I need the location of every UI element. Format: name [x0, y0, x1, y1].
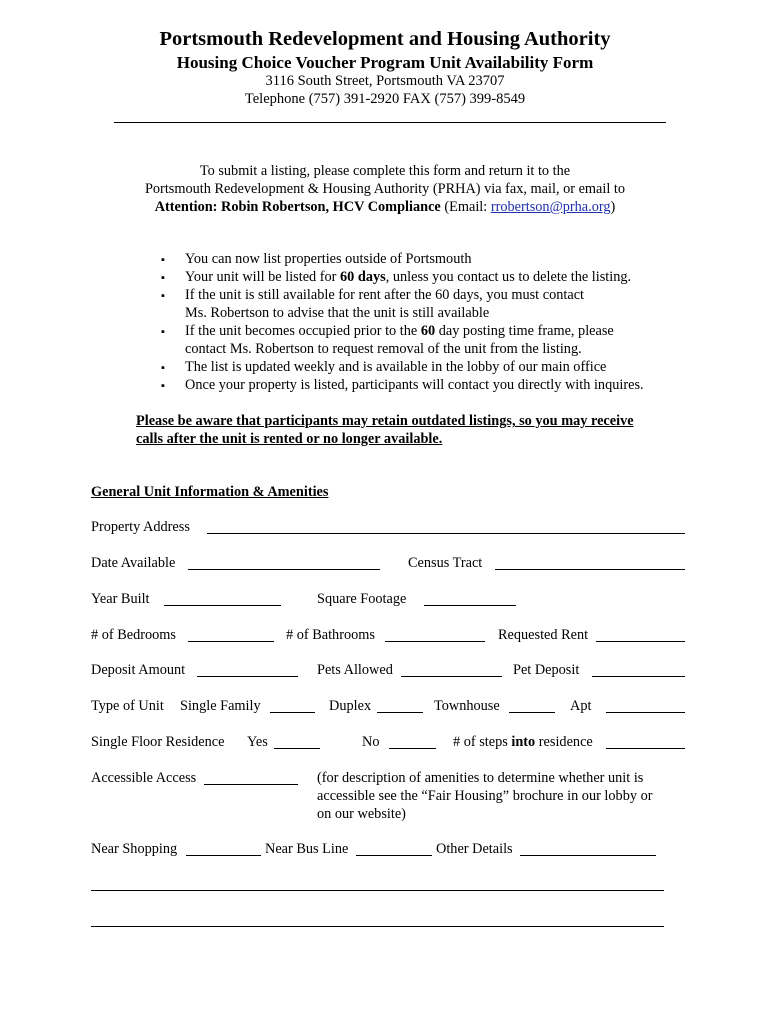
bullet-icon: ▪: [161, 326, 165, 338]
accessible-access-field[interactable]: [204, 784, 298, 785]
org-phone-fax: Telephone (757) 391-2920 FAX (757) 399-8549: [244, 91, 526, 107]
other-details-continued-line-2[interactable]: [91, 926, 664, 927]
single-floor-label: Single Floor Residence: [91, 734, 225, 750]
intro-line-1: To submit a listing, please complete this form and return it to the: [199, 163, 571, 179]
accessible-note-line-3: on our website): [317, 806, 406, 822]
warning-line-2: calls after the unit is rented or no longer available.: [136, 431, 443, 447]
bedrooms-label: # of Bedrooms: [91, 627, 176, 643]
townhouse-label: Townhouse: [434, 698, 500, 714]
steps-into-label: # of steps into residence: [453, 734, 593, 750]
accessible-note-line-1: (for description of amenities to determine whether unit is: [317, 770, 644, 786]
near-shopping-field[interactable]: [186, 855, 261, 856]
property-address-field[interactable]: [207, 533, 685, 534]
org-name: Portsmouth Redevelopment and Housing Authority: [159, 28, 611, 50]
intro-line-2: Portsmouth Redevelopment & Housing Authority (PRHA) via fax, mail, or email to: [144, 181, 626, 197]
requested-rent-label: Requested Rent: [498, 627, 589, 643]
type-of-unit-label: Type of Unit: [91, 698, 164, 714]
single-floor-yes-label: Yes: [247, 734, 268, 750]
bullet-icon: ▪: [161, 290, 165, 302]
form-title: Housing Choice Voucher Program Unit Availability Form: [176, 53, 594, 72]
single-floor-no-field[interactable]: [389, 748, 436, 749]
bathrooms-field[interactable]: [385, 641, 485, 642]
deposit-amount-label: Deposit Amount: [91, 662, 186, 678]
deposit-amount-field[interactable]: [197, 676, 298, 677]
pets-allowed-label: Pets Allowed: [317, 662, 393, 678]
apt-label: Apt: [570, 698, 592, 714]
bullet-4: If the unit becomes occupied prior to the 60 day posting time frame, please: [185, 323, 614, 339]
census-tract-label: Census Tract: [408, 555, 483, 571]
requested-rent-field[interactable]: [596, 641, 685, 642]
bullet-6: Once your property is listed, participants will contact you directly with inquires.: [185, 377, 644, 393]
bullet-1: You can now list properties outside of Portsmouth: [185, 251, 472, 267]
bullet-4-line-2: contact Ms. Robertson to request removal of the unit from the listing.: [185, 341, 582, 357]
bathrooms-label: # of Bathrooms: [286, 627, 375, 643]
accessible-note-line-2: accessible see the “Fair Housing” brochure in our lobby or: [317, 788, 653, 804]
intro-attention-line: [0, 199, 770, 216]
bullet-3-line-2: Ms. Robertson to advise that the unit is still available: [185, 305, 490, 321]
other-details-label: Other Details: [436, 841, 513, 857]
email-link[interactable]: rrobertson@prha.org: [490, 199, 611, 215]
bullet-3-line-1: If the unit is still available for rent after the 60 days, you must contact: [185, 287, 585, 303]
accessible-access-label: Accessible Access: [91, 770, 197, 786]
bullet-icon: ▪: [161, 380, 165, 392]
bullet-5: The list is updated weekly and is available in the lobby of our main office: [185, 359, 607, 375]
near-bus-line-label: Near Bus Line: [265, 841, 349, 857]
census-tract-field[interactable]: [495, 569, 685, 570]
single-family-field[interactable]: [270, 712, 315, 713]
header-divider: [114, 122, 666, 123]
townhouse-field[interactable]: [509, 712, 555, 713]
date-available-field[interactable]: [188, 569, 380, 570]
org-address: 3116 South Street, Portsmouth VA 23707: [265, 73, 505, 89]
other-details-field[interactable]: [520, 855, 656, 856]
single-family-label: Single Family: [180, 698, 261, 714]
single-floor-yes-field[interactable]: [274, 748, 320, 749]
pet-deposit-field[interactable]: [592, 676, 685, 677]
year-built-field[interactable]: [164, 605, 281, 606]
duplex-label: Duplex: [329, 698, 372, 714]
near-bus-line-field[interactable]: [356, 855, 432, 856]
pets-allowed-field[interactable]: [401, 676, 502, 677]
square-footage-field[interactable]: [424, 605, 516, 606]
property-address-label: Property Address: [91, 519, 190, 535]
year-built-label: Year Built: [91, 591, 150, 607]
bedrooms-field[interactable]: [188, 641, 274, 642]
near-shopping-label: Near Shopping: [91, 841, 178, 857]
single-floor-no-label: No: [362, 734, 380, 750]
other-details-continued-line-1[interactable]: [91, 890, 664, 891]
steps-into-field[interactable]: [606, 748, 685, 749]
email-prefix: (Email:: [440, 199, 491, 215]
bullet-icon: ▪: [161, 272, 165, 284]
date-available-label: Date Available: [91, 555, 176, 571]
pet-deposit-label: Pet Deposit: [513, 662, 580, 678]
email-suffix: ): [610, 199, 616, 215]
square-footage-label: Square Footage: [317, 591, 407, 607]
bullet-icon: ▪: [161, 254, 165, 266]
bullet-2: Your unit will be listed for 60 days, unless you contact us to delete the listing.: [185, 269, 632, 285]
warning-line-1: Please be aware that participants may retain outdated listings, so you may receive: [136, 413, 634, 429]
apt-field[interactable]: [606, 712, 685, 713]
duplex-field[interactable]: [377, 712, 423, 713]
section-title: General Unit Information & Amenities: [91, 484, 329, 500]
attention-label: Attention: Robin Robertson, HCV Compliance: [154, 199, 441, 215]
bullet-icon: ▪: [161, 362, 165, 374]
